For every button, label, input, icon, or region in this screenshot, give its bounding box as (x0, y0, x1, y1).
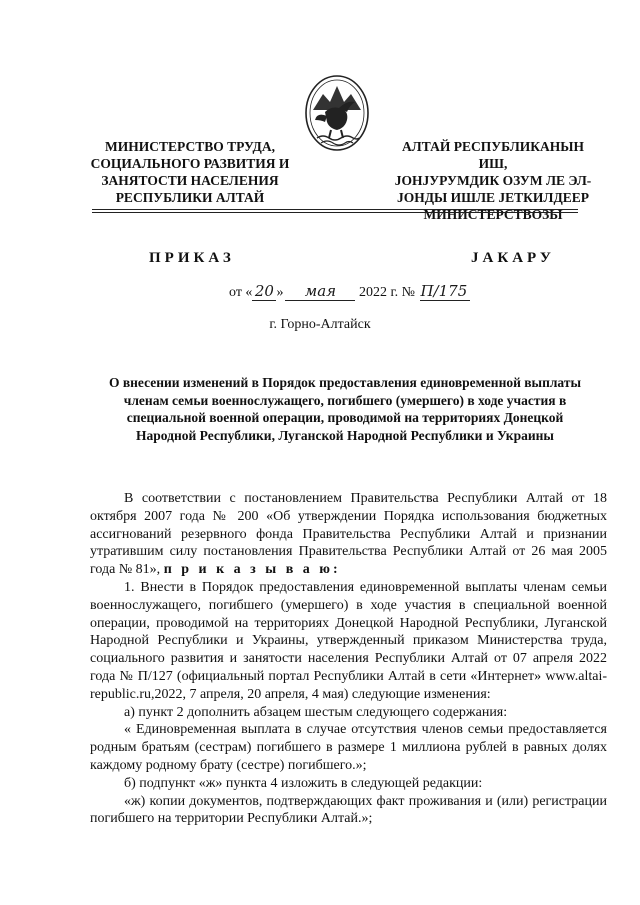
handwritten-day: 20 (252, 282, 276, 301)
body-paragraph: «ж) копии документов, подтверждающих факт проживания и (или) регистрации погибшего на территории Республики Алтай.»; (90, 793, 607, 827)
header-divider (92, 212, 578, 213)
city: г. Горно-Алтайск (269, 317, 371, 332)
doc-type-russian: ПРИКАЗ (149, 250, 235, 266)
ministry-name-line: ЈОНЈУРУМДИК ОЗУМ ЛЕ ЭЛ- (394, 173, 592, 188)
ministry-name-line: СОЦИАЛЬНОГО РАЗВИТИЯ И (90, 156, 290, 171)
date-quote-close: » (276, 285, 284, 300)
ministry-name-line: МИНИСТЕРСТВО ТРУДА, (105, 139, 275, 154)
date-year: 2022 г. № (355, 285, 419, 300)
coat-of-arms-icon (303, 72, 371, 154)
body-paragraph (90, 490, 607, 579)
ministry-name-line: АЛТАЙ РЕСПУБЛИКАНЫН ИШ, (401, 139, 585, 171)
date-number-line (229, 282, 470, 301)
date-prefix: от « (229, 285, 253, 300)
handwritten-order-number: П/175 (420, 282, 470, 301)
body-paragraph: 1. Внести в Порядок предоставления единовременной выплаты членам семьи военнослужащего, погибшего (умершего) в ходе участия в специальной военной операции, проводимой на территориях Донецкой Народной Республики, Луганской Народной Республики и Украины, утвержденный приказом Министерства труда, социального развития и занятости населения Республики Алтай от 07 апреля 2022 года № П/127 (официальный портал Республики Алтай в сети «Интернет» www.altai-republic.ru,2022, 7 апреля, 20 апреля, 4 мая) следующие изменения: (90, 579, 607, 702)
ministry-name-line: МИНИСТЕРСТВОЗЫ (423, 207, 563, 222)
body-paragraph: а) пункт 2 дополнить абзацем шестым следующего содержания: (124, 704, 508, 720)
body-paragraph: « Единовременная выплата в случае отсутствия членов семьи предоставляется родным братьям (сестрам) погибшего в размере 1 миллиона рублей в равных долях каждому родному брату (сестре) погибшего.»; (90, 722, 607, 773)
ministry-name-line: РЕСПУБЛИКИ АЛТАЙ (115, 190, 265, 205)
order-word: п р и к а з ы в а ю: (163, 562, 341, 578)
doc-type-altai: ЈАКАРУ (471, 250, 555, 266)
document-body (90, 490, 607, 828)
ministry-name-russian (78, 138, 302, 206)
header-divider (92, 209, 578, 210)
document-title: О внесении изменений в Порядок предоставления единовременной выплаты членам семьи военнослужащего, погибшего (умершего) в ходе участия в специальной военной операции, проводимой на территориях Донецкой Народной Республики, Луганской Народной Республики и Украины (108, 375, 582, 443)
handwritten-month: мая (285, 282, 355, 301)
ministry-name-altai (388, 138, 598, 223)
ministry-name-line: ЈОНДЫ ИШЛЕ ЈЕТКИЛДЕЕР (396, 190, 590, 205)
body-paragraph: б) подпункт «ж» пункта 4 изложить в следующей редакции: (124, 775, 483, 791)
ministry-name-line: ЗАНЯТОСТИ НАСЕЛЕНИЯ (101, 173, 279, 188)
paragraph-text: В соответствии с постановлением Правительства Республики Алтай от 18 октября 2007 года № 200 «Об утверждении Порядка использования бюджетных ассигнований резервного фонда Правительства Республики Алтай и признании утратившим силу постановления Правительства Республики Алтай от 26 мая 2005 года № 81», (90, 491, 607, 578)
